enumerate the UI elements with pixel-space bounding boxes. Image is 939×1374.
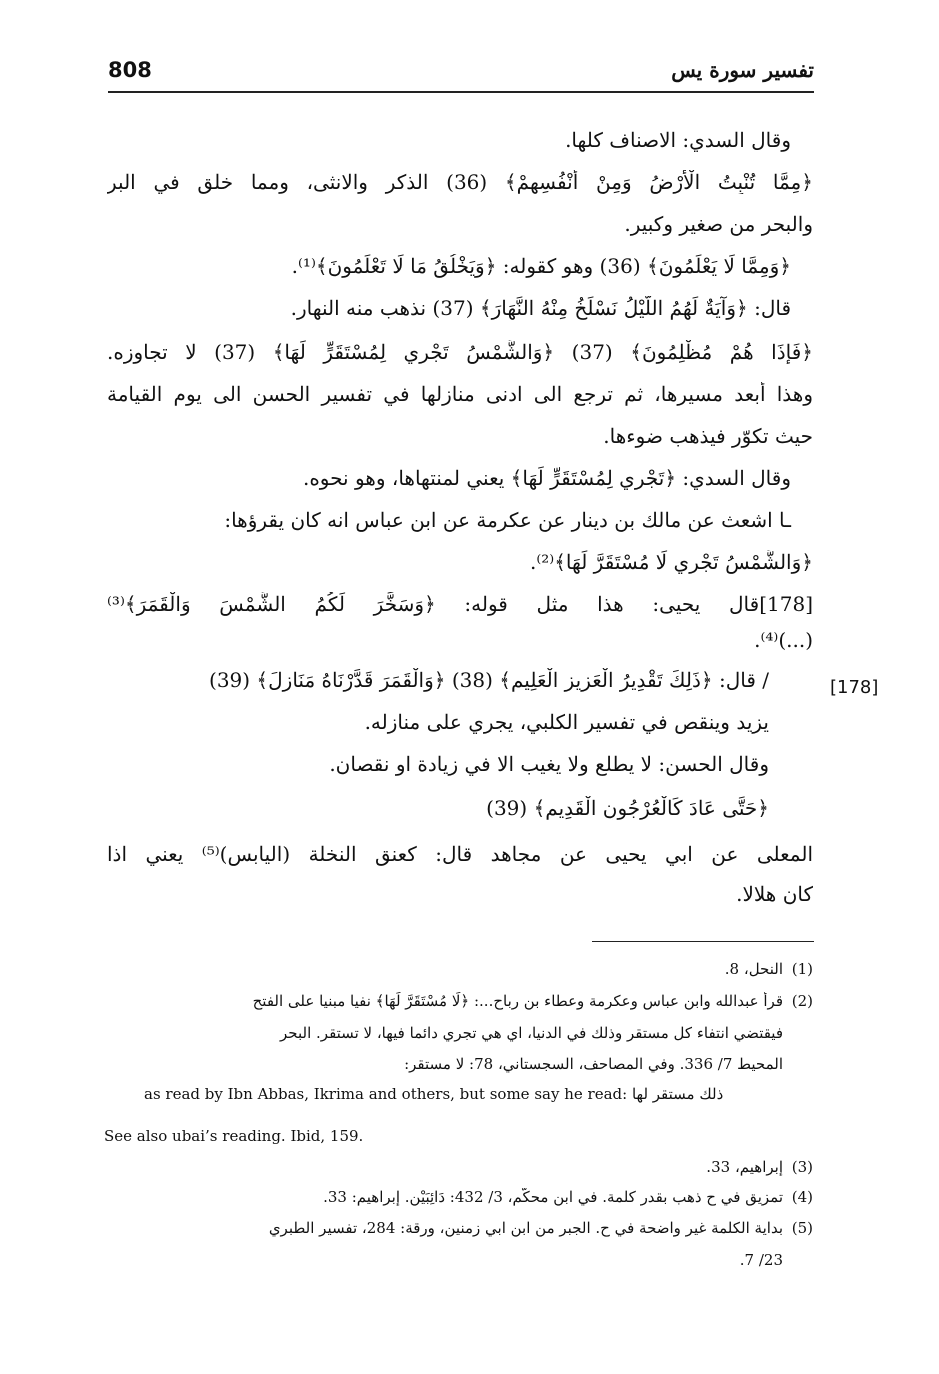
footnote-text: المحيط 7/ 336. وفي المصاحف، السجستاني، 78: لا مستقر: xyxy=(404,1055,783,1073)
header-rule xyxy=(108,91,814,93)
footnote-text: قرأ عبدالله وابن عباس وعكرمة وعطاء بن رباح...: ﴿لَا مُسْتَقَرَّ لَهَا﴾ نفيا مبنيا على الفتح xyxy=(252,992,783,1010)
footnote-line xyxy=(107,1055,813,1073)
text-line: وهذا أبعد مسيرها، ثم ترجع الى ادنى منازلها في تفسير الحسن الى يوم القيامة xyxy=(107,382,813,406)
text-line: يزيد وينقص في تفسير الكلبي، يجري على منازله. xyxy=(364,710,769,734)
margin-note: [178] xyxy=(830,677,879,698)
footnote-english-line xyxy=(144,1085,723,1103)
text-line: حيث تكوّر فيذهب ضوءها. xyxy=(603,424,813,448)
footnote-english-text: as read by Ibn Abbas, Ikrima and others, but some say he read: xyxy=(144,1085,628,1103)
text-line: وقال السدي: الاصناف كلها. xyxy=(565,128,791,152)
footnote-number: (1) xyxy=(791,960,813,978)
text-line: والبحر من صغير وكبير. xyxy=(624,212,813,236)
running-title: تفسير سورة يس xyxy=(671,58,814,82)
footnote-line xyxy=(107,1251,813,1269)
footnote-line xyxy=(107,1188,813,1206)
footnote-number: (2) xyxy=(791,992,813,1010)
footnote-line xyxy=(107,960,813,978)
footnote-number: (4) xyxy=(791,1188,813,1206)
footnote-text: إبراهيم، 33. xyxy=(706,1158,783,1176)
text-line: (...)⁽⁴⁾. xyxy=(754,628,813,652)
footnote-line xyxy=(107,992,813,1010)
text-line: ﴿مِمَّا تُنْبِتُ الْأَرْضُ وَمِنْ أَنْفُسِهِمْ﴾ (36) الذكر والانثى، ومما خلق في البر xyxy=(107,170,813,194)
footnote-number: (3) xyxy=(791,1158,813,1176)
footnote-text: النحل، 8. xyxy=(724,960,783,978)
footnote-text: 23/ 7. xyxy=(739,1251,783,1269)
text-line: ـا اشعث عن مالك بن دينار عن عكرمة عن ابن عباس انه كان يقرؤها: xyxy=(224,508,791,532)
page-header xyxy=(108,58,814,94)
footnote-text: تمزيق في ح ذهب بقدر كلمة. في ابن محكّم، 3/ 432: دَائِبَيْنِ. إبراهيم: 33. xyxy=(323,1188,783,1206)
footnote-number: (5) xyxy=(791,1219,813,1237)
page-number: 808 xyxy=(108,58,152,82)
footnote-line xyxy=(107,1024,813,1042)
text-line: / قال: ﴿ذَلِكَ تَقْدِيرُ الْعَزِيزِ الْعَلِيمِ﴾ (38) ﴿وَالْقَمَرَ قَدَّرْنَاهُ مَنَازِلَ﴾ (39) xyxy=(209,668,769,692)
text-line: المعلى عن ابي يحيى عن مجاهد قال: كعنق النخلة (اليابس)⁽⁵⁾ يعني اذا xyxy=(107,842,813,866)
footnote-line xyxy=(107,1219,813,1237)
text-line: [178]قال يحيى: هذا مثل قوله: ﴿وَسَخَّرَ لَكُمُ الشَّمْسَ وَالْقَمَرَ﴾⁽³⁾ xyxy=(107,592,813,616)
text-line: قال: ﴿وَآيَةٌ لَهُمُ اللَّيْلُ نَسْلَخُ مِنْهُ النَّهَارَ﴾ (37) نذهب منه النهار. xyxy=(290,296,791,320)
footnote-text: فيقتضي انتفاء كل مستقر وذلك في الدنيا، اي هي تجري دائما فيها، لا تستقر. البحر xyxy=(280,1024,783,1042)
footnote-text: بداية الكلمة غير واضحة في ح. الجبر من ابن ابي زمنين، ورقة: 284، تفسير الطبري xyxy=(268,1219,783,1237)
footnote-english-line-2: See also ubai’s reading. Ibid, 159. xyxy=(104,1127,364,1145)
text-line: وقال الحسن: لا يطلع ولا يغيب الا في زيادة او نقصان. xyxy=(329,752,769,776)
text-line: وقال السدي: ﴿تَجْرِي لِمُسْتَقَرٍّ لَهَا﴾ يعني لمنتهاها، وهو نحوه. xyxy=(302,466,791,490)
text-line: ﴿وَالشَّمْسُ تَجْرِي لَا مُسْتَقَرَّ لَهَا﴾⁽²⁾. xyxy=(529,550,813,574)
text-line: ﴿حَتَّى عَادَ كَالْعُرْجُونِ الْقَدِيمِ﴾ (39) xyxy=(486,796,769,820)
text-line: ﴿فَإِذَا هُمْ مُظْلِمُونَ﴾ (37) ﴿وَالشَّمْسُ تَجْرِي لِمُسْتَقَرٍّ لَهَا﴾ (37) لا تجاوزه. xyxy=(107,340,813,364)
footnote-line xyxy=(107,1158,813,1176)
footnote-arabic-inline: ذلك مستقر لها xyxy=(631,1085,724,1103)
footnote-rule xyxy=(592,941,814,942)
text-line: كان هلالا. xyxy=(736,882,813,906)
text-line: ﴿وَمِمَّا لَا يَعْلَمُونَ﴾ (36) وهو كقوله: ﴿وَيَخْلُقُ مَا لَا تَعْلَمُونَ﴾⁽¹⁾. xyxy=(291,254,791,278)
